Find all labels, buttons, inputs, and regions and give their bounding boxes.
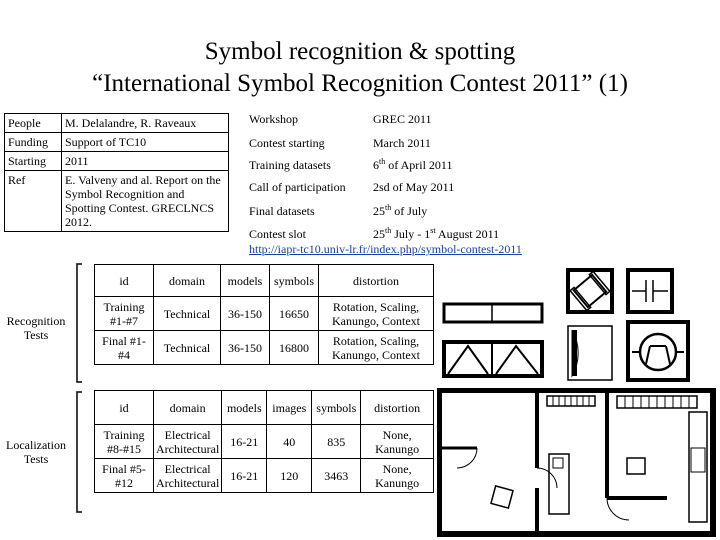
column-header: models [222,391,267,425]
table-cell: 36-150 [221,297,270,331]
table-cell: 16-21 [222,425,267,459]
table-cell: 120 [267,459,312,493]
schedule-value: 25th July - 1st August 2011 [373,226,500,241]
schedule-value: GREC 2011 [373,112,432,126]
table-cell: Rotation, Scaling, Kanungo, Context [319,331,434,365]
info-key: Ref [5,171,62,232]
table-row [95,331,434,365]
window-zigzag-symbol-icon [444,342,542,376]
info-row-people [5,114,229,133]
recognition-tests-label: Recognition Tests [6,314,66,342]
column-header: id [95,265,154,297]
schedule-label: Workshop [249,112,299,126]
table-cell: 16650 [270,297,319,331]
symbol-samples-image [440,266,715,386]
table-cell: Technical [154,297,221,331]
schedule-label: Contest starting [249,136,325,150]
schedule-value: 25th of July [373,203,428,218]
table-cell: 16-21 [222,459,267,493]
recognition-bracket [72,262,86,384]
column-header: domain [154,391,222,425]
table-cell: Training #1-#7 [95,297,154,331]
localization-tests-label: Localization Tests [6,438,66,466]
capacitor-symbol-icon [628,270,672,312]
localization-bracket [72,390,86,514]
table-cell: 835 [312,425,361,459]
recognition-table [94,264,434,365]
table-cell: Rotation, Scaling, Kanungo, Context [319,297,434,331]
table-row [95,297,434,331]
column-header: symbols [312,391,361,425]
info-key: Funding [5,133,62,152]
circle-symbol-icon [628,322,688,380]
localization-table [94,390,434,493]
schedule-label: Call of participation [249,180,346,194]
info-row-ref [5,171,229,232]
schedule-value: March 2011 [373,136,431,150]
schedule-block [249,108,549,258]
door-symbol-icon [568,326,612,380]
table-cell: 40 [267,425,312,459]
column-header: distortion [319,265,434,297]
info-row-funding [5,133,229,152]
column-header: id [95,391,154,425]
info-key: Starting [5,152,62,171]
schedule-label: Final datasets [249,204,315,218]
info-value: E. Valveny and al. Report on the Symbol Recognition and Spotting Contest. GRECLNCS 2012. [62,171,229,232]
table-cell: Final #1-#4 [95,331,154,365]
project-info-table [4,113,229,232]
schedule-value: 6th of April 2011 [373,157,453,172]
table-cell: 3463 [312,459,361,493]
contest-url-link[interactable]: http://iapr-tc10.univ-lr.fr/index.php/symbol-contest-2011 [249,242,522,256]
column-header: distortion [361,391,434,425]
column-header: images [267,391,312,425]
table-row [95,425,434,459]
table-cell: Training #8-#15 [95,425,154,459]
schedule-value: 2sd of May 2011 [373,180,455,194]
table-cell: 16800 [270,331,319,365]
schedule-label: Training datasets [249,158,331,172]
column-header: models [221,265,270,297]
info-value: Support of TC10 [62,133,229,152]
column-header: domain [154,265,221,297]
slide-title-line1: Symbol recognition & spotting [204,38,516,65]
table-header-row [95,391,434,425]
table-cell: Final #5-#12 [95,459,154,493]
table-cell: None, Kanungo [361,459,434,493]
table-cell: None, Kanungo [361,425,434,459]
schedule-label: Contest slot [249,227,307,241]
info-key: People [5,114,62,133]
table-cell: Electrical Architectural [154,425,222,459]
column-header: symbols [270,265,319,297]
armchair-symbol-icon [568,270,612,312]
info-row-starting [5,152,229,171]
table-row [95,459,434,493]
info-value: 2011 [62,152,229,171]
table-header-row [95,265,434,297]
info-value: M. Delalandre, R. Raveaux [62,114,229,133]
table-cell: Technical [154,331,221,365]
window-symbol-icon [444,304,542,322]
slide-title-line2: “International Symbol Recognition Contest 2011” (1) [92,70,628,97]
table-cell: Electrical Architectural [154,459,222,493]
table-cell: 36-150 [221,331,270,365]
floor-plan-image [437,388,717,538]
